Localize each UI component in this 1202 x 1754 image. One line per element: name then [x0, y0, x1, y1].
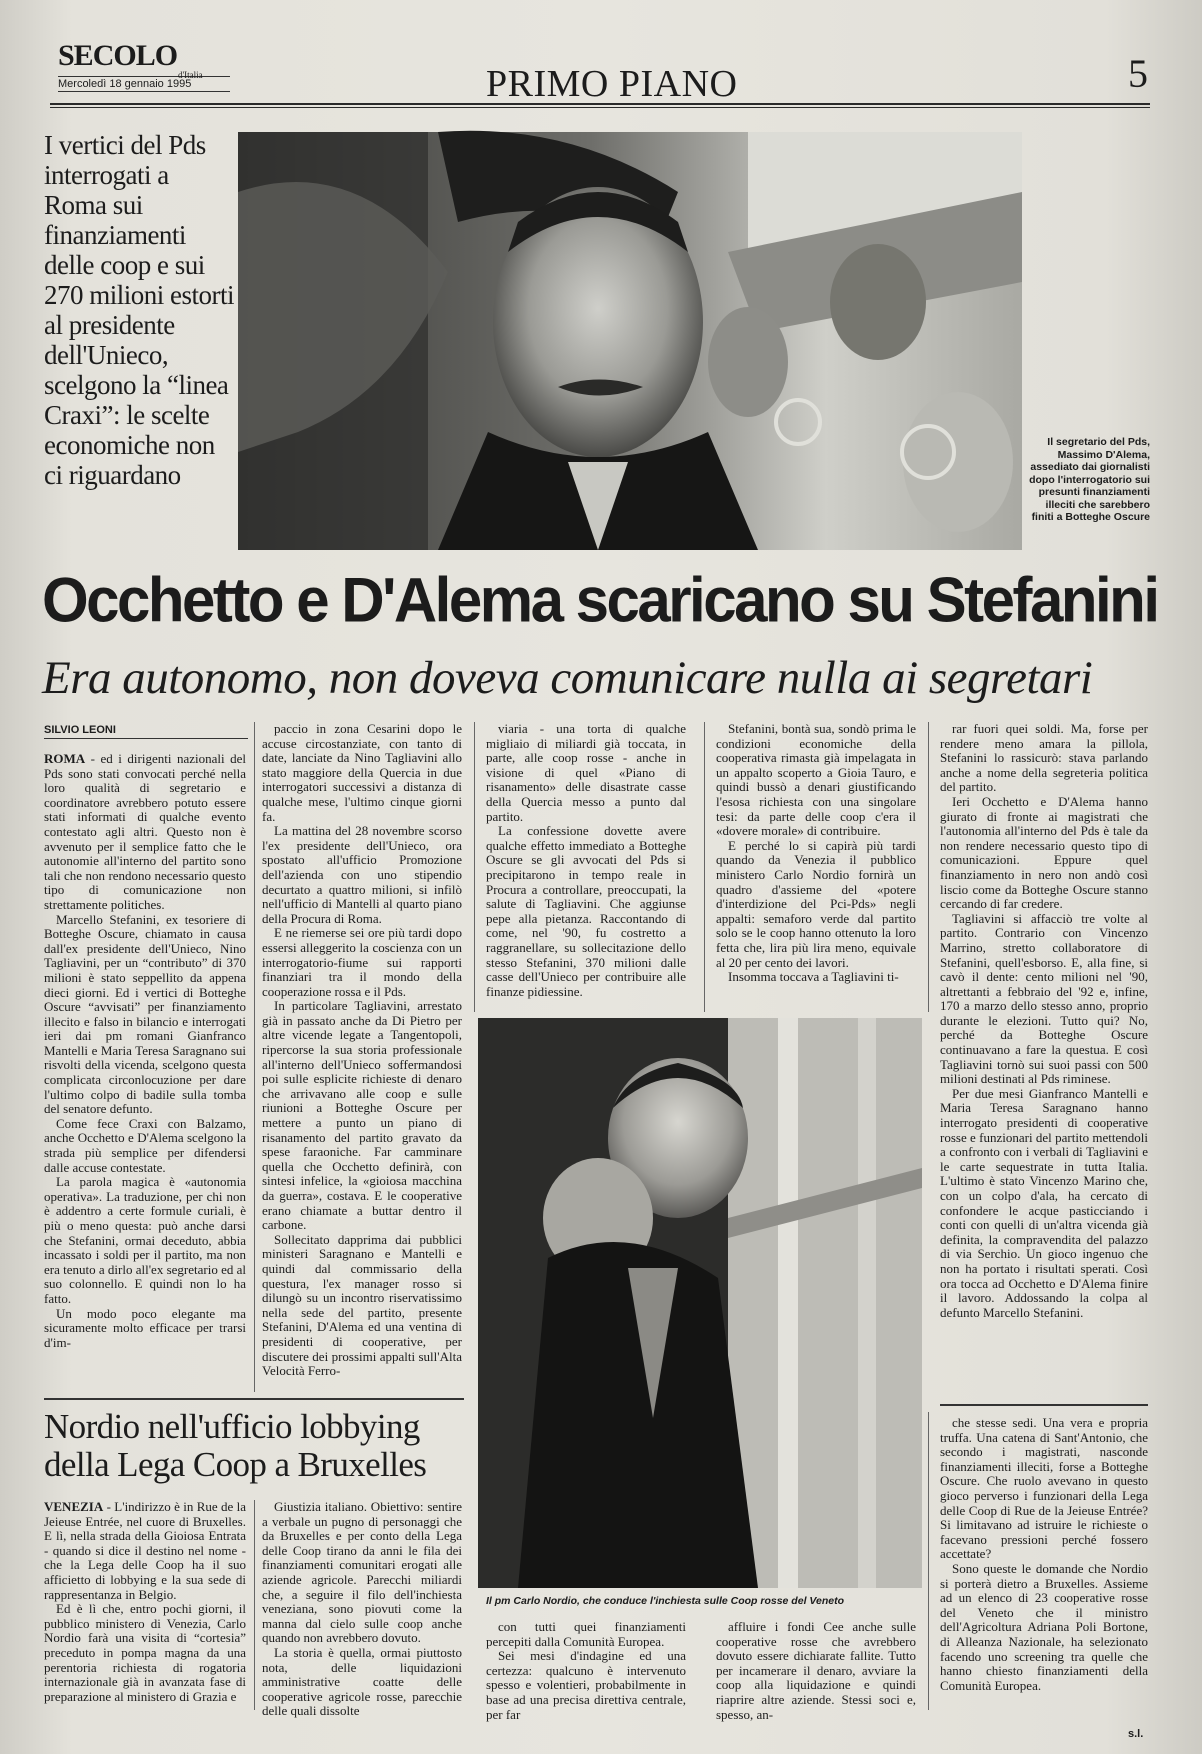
article-paragraph [940, 1562, 1148, 1693]
second-article-column-4 [716, 1619, 916, 1722]
photo-nordio-caption: Il pm Carlo Nordio, che conduce l'inchiesta sulle Coop rosse del Veneto [486, 1595, 845, 1607]
page-number: 5 [1128, 51, 1148, 96]
article-paragraph [716, 839, 916, 970]
paragraph-text: affluire i fondi Cee anche sulle cooperative rosse che avrebbero dovuto essere dichiarate fallite. Tutto per incamerare il denaro, avviare la coop alla liquidazione e quindi riaprire altre aziende. Stessi soci e, spesso, an- [716, 1619, 916, 1722]
paragraph-text: Ed è lì che, entro pochi giorni, il pubblico ministero di Venezia, Carlo Nordio farà una visita di “cortesia” preceduto in pompa magna da una perentoria richiesta di rogatoria internazionale già in avanzata fase di preparazione al ministero di Grazia e [44, 1601, 246, 1704]
article-paragraph [486, 722, 686, 824]
article-paragraph [716, 1620, 916, 1722]
photo-nordio [478, 1018, 922, 1588]
photo-dalema-image [238, 132, 1022, 550]
dateline: ROMA [44, 751, 86, 766]
article-paragraph [262, 1646, 462, 1719]
paragraph-text: rar fuori quei soldi. Ma, forse per rendere meno amara la pillola, Stefanini lo rassicurò: stava parlando anche a nome della segreteria politica del partito. [940, 721, 1148, 795]
article-paragraph [44, 1602, 246, 1704]
second-article-column-3 [486, 1619, 686, 1722]
article-paragraph [940, 1087, 1148, 1321]
author-signature: s.l. [1128, 1728, 1144, 1740]
article-paragraph [262, 722, 462, 824]
article-paragraph [716, 970, 916, 985]
newspaper-logo-sub: d'Italia [178, 70, 203, 80]
paragraph-text: La confessione dovette avere qualche effetto immediato a Botteghe Oscure se gli avvocati del Pds si precipitarono in tempo reale in Procura a controllare, preoccupati, la salute di Tagliavini. Che aggiunse pepe alla pietanza. Raccontando di come, nel '90, fu costretto a raggranellare, su sollecitazione dello stesso Stefanini, 370 milioni dalle casse dell'Unieco per contribuire alle finanze pidiessine. [486, 823, 686, 999]
article-paragraph [940, 912, 1148, 1087]
column-rule [254, 1500, 255, 1710]
header-rule-thin [50, 107, 1150, 108]
article-paragraph [44, 1500, 246, 1602]
paragraph-text: - ed i dirigenti nazionali del Pds sono stati convocati perché nella loro qualità di segretario e coordinatore avrebbero potuto essere stati informati di qualche evento contestato agli altri. Questo non è avvenuto per il semplice fatto che le autonomie all'interno del partito sono tali che non rendono necessario questo tipo di comunicazione non strettamente politiches. [44, 751, 246, 912]
article-paragraph [486, 1620, 686, 1649]
article-paragraph [262, 1500, 462, 1646]
section-title: PRIMO PIANO [486, 63, 738, 105]
masthead [58, 39, 228, 92]
article-paragraph [262, 999, 462, 1233]
paragraph-text: - L'indirizzo è in Rue de la Jeieuse Entrée, nel cuore di Bruxelles. E lì, nella strada della Gioiosa Entrata - quando si dice il destino nel nome - che la Lega delle Coop ha il suo afficietto di lobbying e la sua sede di rappresentanza in Belgio. [44, 1499, 246, 1602]
main-article-column-2 [262, 722, 462, 1392]
paragraph-text: Insomma toccava a Tagliavini ti- [728, 969, 899, 985]
main-article-column-1 [44, 752, 246, 1392]
paragraph-text: Per due mesi Gianfranco Mantelli e Maria Teresa Saragnano hanno interrogato presidenti di cooperative rosse e funzionari del partito mettendoli a confronto con i verbali di Tagliavini e le carte sequestrate in tutta Italia. L'ultimo è stato Vincenzo Marino che, con un colpo d'ala, ha cercato di confondere le acque pasticciando i conti con quelli di un'altra vicenda già definita, la compravendita del palazzo di via Serchio. Un gioco ingenuo che non ha portato i risultati sperati. Così ora tocca ad Occhetto e D'Alema finire il lavoro. Addossando la colpa al defunto Marcello Stefanini. [940, 1085, 1148, 1320]
paragraph-text: La storia è quella, ormai piuttosto nota, delle liquidazioni amministrative coatte delle cooperative agricole rosse, parecchie delle quali dissolte [262, 1644, 462, 1719]
paragraph-text: paccio in zona Cesarini dopo le accuse circostanziate, con tanto di date, lanciate da Nino Tagliavini allo stato maggiore della Quercia in due interrogatori successivi a distanza di qualche mese, l'ultimo cinque giorni fa. [262, 721, 462, 824]
article-paragraph [940, 1416, 1148, 1562]
article-paragraph [44, 913, 246, 1117]
article-paragraph [44, 1307, 246, 1351]
main-article-column-5 [940, 722, 1148, 1398]
photo-dalema-caption: Il segretario del Pds, Massimo D'Alema, assediato dai giornalisti dopo l'interrogatorio sui presunti finanziamenti illeciti che sarebbero finiti a Botteghe Oscure [1029, 436, 1150, 523]
article-paragraph [940, 722, 1148, 795]
article-paragraph [940, 795, 1148, 912]
column-rule [474, 722, 475, 1012]
main-article-column-4 [716, 722, 916, 1012]
article-paragraph [262, 824, 462, 926]
article-paragraph [262, 1233, 462, 1379]
second-article-column-1 [44, 1500, 246, 1710]
column-rule [704, 722, 705, 1012]
photo-dalema [238, 132, 1022, 550]
article-paragraph [486, 824, 686, 999]
main-headline: Occhetto e D'Alema scaricano su Stefanini [42, 564, 1158, 636]
paragraph-text: In particolare Tagliavini, arrestato già in passato anche da Di Pietro per altre vicende legate a Tangentopoli, ripercorse la sua storia professionale all'interno dell'Unieco soffermandosi poi sulle esplicite richieste di denaro che arrivavano alle coop e sulle riunioni a Botteghe Oscure per mettere a punto un piano di risanamento del partito gravato da spese faraoniche. Far camminare quella che Occhetto definirà, con sintesi infelice, la «gioiosa macchina da guerra», costava. E le cooperative erano chiamate a buttar dentro il carbone. [262, 998, 462, 1233]
article-paragraph [44, 1117, 246, 1175]
paragraph-text: con tutti quei finanziamenti percepiti dalla Comunità Europea. [486, 1619, 686, 1649]
paragraph-text: Sollecitato dapprima dai pubblici ministeri Saragnano e Mantelli e quindi dal commissario della questura, l'ex manager rosso si dilungò su un incontro riservatissimo nella sede del partito, presente Stefanini, D'Alema ed una ventina di presidenti di cooperative, per discutere dei prossimi appalti sull'Alta Velocità Ferro- [262, 1231, 462, 1379]
paragraph-text: E perché lo si capirà più tardi quando da Venezia il pubblico ministero Carlo Nordio fornirà un quadro d'assieme del «potere d'interdizione del Pci-Pds» negli appalti: semaforo verde dal partito solo se le coop hanno ottenuto la loro fetta che, lira più lira meno, equivale al 20 per cento dei lavori. [716, 837, 916, 970]
section-divider [940, 1404, 1148, 1406]
main-subhead: Era autonomo, non doveva comunicare nulla ai segretari [42, 652, 1093, 704]
paragraph-text: Come fece Craxi con Balzamo, anche Occhetto e D'Alema scelgono la strada più semplice per difendersi dalle accuse contestate. [44, 1115, 246, 1175]
kicker-text: I vertici del Pds interrogati a Roma sui finanziamenti delle coop e sui 270 milioni estorti al presidente dell'Unieco, scelgono la “linea Craxi”: le scelte economiche non ci riguardano [44, 130, 234, 490]
column-rule [928, 1412, 929, 1622]
article-paragraph [716, 722, 916, 839]
section-divider [44, 1398, 464, 1400]
issue-date: Mercoledì 18 gennaio 1995 [58, 76, 230, 92]
photo-nordio-image [478, 1018, 922, 1588]
paragraph-text: viaria - una torta di qualche migliaio di miliardi già toccata, in parte, alle coop rosse - anche in visione di quel «Piano di risanamento» delle disastrate casse della Quercia messo a punto dal partito. [486, 721, 686, 824]
column-rule [254, 722, 255, 1392]
paragraph-text: Ieri Occhetto e D'Alema hanno giurato di fronte ai magistrati che l'autonomia all'interno del Pds è tale da non rendere necessario questo tipo di comunicazioni. Eppure quel finanziamento in nero non andò così liscio come da Botteghe Oscure stanno cercando di far credere. [940, 793, 1148, 912]
paragraph-text: La mattina del 28 novembre scorso l'ex presidente dell'Unieco, ora spostato all'ufficio Promozione dell'azienda con uno stipendio decurtato a quattro milioni, si infilò nell'ufficio di Mantelli al quarto piano della Procura di Roma. [262, 823, 462, 926]
paragraph-text: E ne riemerse sei ore più tardi dopo essersi alleggerito la coscienza con un interrogatorio-fiume sui rapporti finanziari tra il mondo della cooperazione rossa e il Pds. [262, 925, 462, 999]
second-article-column-5 [940, 1416, 1148, 1712]
main-article-column-3 [486, 722, 686, 1012]
article-paragraph [262, 926, 462, 999]
dateline: VENEZIA [44, 1499, 104, 1514]
paragraph-text: Giustizia italiano. Obiettivo: sentire a verbale un pugno di personaggi che da Bruxelles e per conto della Lega delle Coop tirano da anni le fila dei finanziamenti comunitari erogati alle aziende agricole. Parecchi miliardi che, a seguire il filo dell'inchiesta veneziana, sono piovuti come la manna dal cielo sulle coop anche quando non avrebbero dovuto. [262, 1499, 462, 1646]
paragraph-text: Sono queste le domande che Nordio si porterà dietro a Bruxelles. Assieme ad un elenco di 23 cooperative rosse del Veneto che il ministro dell'Agricoltura Adriana Poli Bortone, di Alleanza Nazionale, ha selezionato facendo uno screening tra quelle che hanno chiesto finanziamenti della Comunità Europea. [940, 1560, 1148, 1693]
paragraph-text: che stesse sedi. Una vera e propria truffa. Una catena di Sant'Antonio, che secondo i magistrati, nasconde finanziamenti illeciti, forse a Botteghe Oscure. Che ruolo avevano in questo gioco perverso i funzionari della Lega delle Coop di Rue de la Jeieuse Entrée? Si limitavano ad istruire le richieste o facevano pressioni perché fossero accettate? [940, 1415, 1148, 1562]
paragraph-text: Marcello Stefanini, ex tesoriere di Botteghe Oscure, chiamato in causa dall'ex presidente dell'Unieco, Nino Tagliavini, per un “contributo” di 370 milioni è stato seppellito da appena dieci giorni. Ed i vertici di Botteghe Oscure “avvisati” per finanziamento illecito e falso in bilancio e interrogati ieri dai pm romani Gianfranco Mantelli e Maria Teresa Saragnano sui risvolti della vicenda, scelgono questa complicata circonlocuzione per dare l'ultimo colpo di badile sulla tomba del senatore defunto. [44, 911, 246, 1117]
paragraph-text: Un modo poco elegante ma sicuramente molto efficace per trarsi d'im- [44, 1305, 246, 1350]
paragraph-text: Stefanini, bontà sua, sondò prima le condizioni economiche della cooperativa rimasta già impelagata in un appalto scoperto a Gioia Tauro, e quindi bussò a denari giustificando l'esosa richiesta con una singolare tesi: da parte delle coop c'era il «dovere morale» di contribuire. [716, 721, 916, 839]
column-rule [928, 1620, 929, 1710]
article-paragraph [44, 752, 246, 913]
article-paragraph [486, 1649, 686, 1722]
paragraph-text: La parola magica è «autonomia operativa». La traduzione, per chi non è addentro a certe formule curiali, è più o meno questa: può anche darsi che Stefanini, ormai deceduto, abbia incassato i soldi per il partito, ma non era tenuto a dirlo all'ex segretario ed al suo colonnello. E quindi non lo ha fatto. [44, 1174, 246, 1306]
newspaper-logo: SECOLO [58, 39, 178, 72]
second-article-column-2 [262, 1499, 462, 1719]
paragraph-text: Tagliavini si affacciò tre volte al partito. Contrario con Vincenzo Marrino, stretto collaboratore di Stefanini, quell'esborso. E, alla fine, si cavò il dente: cento milioni nel '90, altrettanti a febbraio del '92 e, infine, 170 a marzo dello stesso anno, proprio durante le elezioni. Tutto qui? No, perché da Botteghe Oscure continuavano a fare la questua. E così Tagliavini tornò sui suoi passi con 500 milioni destinati al Pds riminese. [940, 910, 1148, 1087]
byline: SILVIO LEONI [44, 724, 248, 739]
header-rule [50, 103, 1150, 105]
second-headline: Nordio nell'ufficio lobbying della Lega Coop a Bruxelles [44, 1407, 427, 1484]
paragraph-text: Sei mesi d'indagine ed una certezza: qualcuno è intervenuto spesso e volentieri, probabilmente in base ad una precisa direttiva centrale, per far [486, 1648, 686, 1722]
column-rule [928, 722, 929, 1012]
article-paragraph [44, 1175, 246, 1306]
